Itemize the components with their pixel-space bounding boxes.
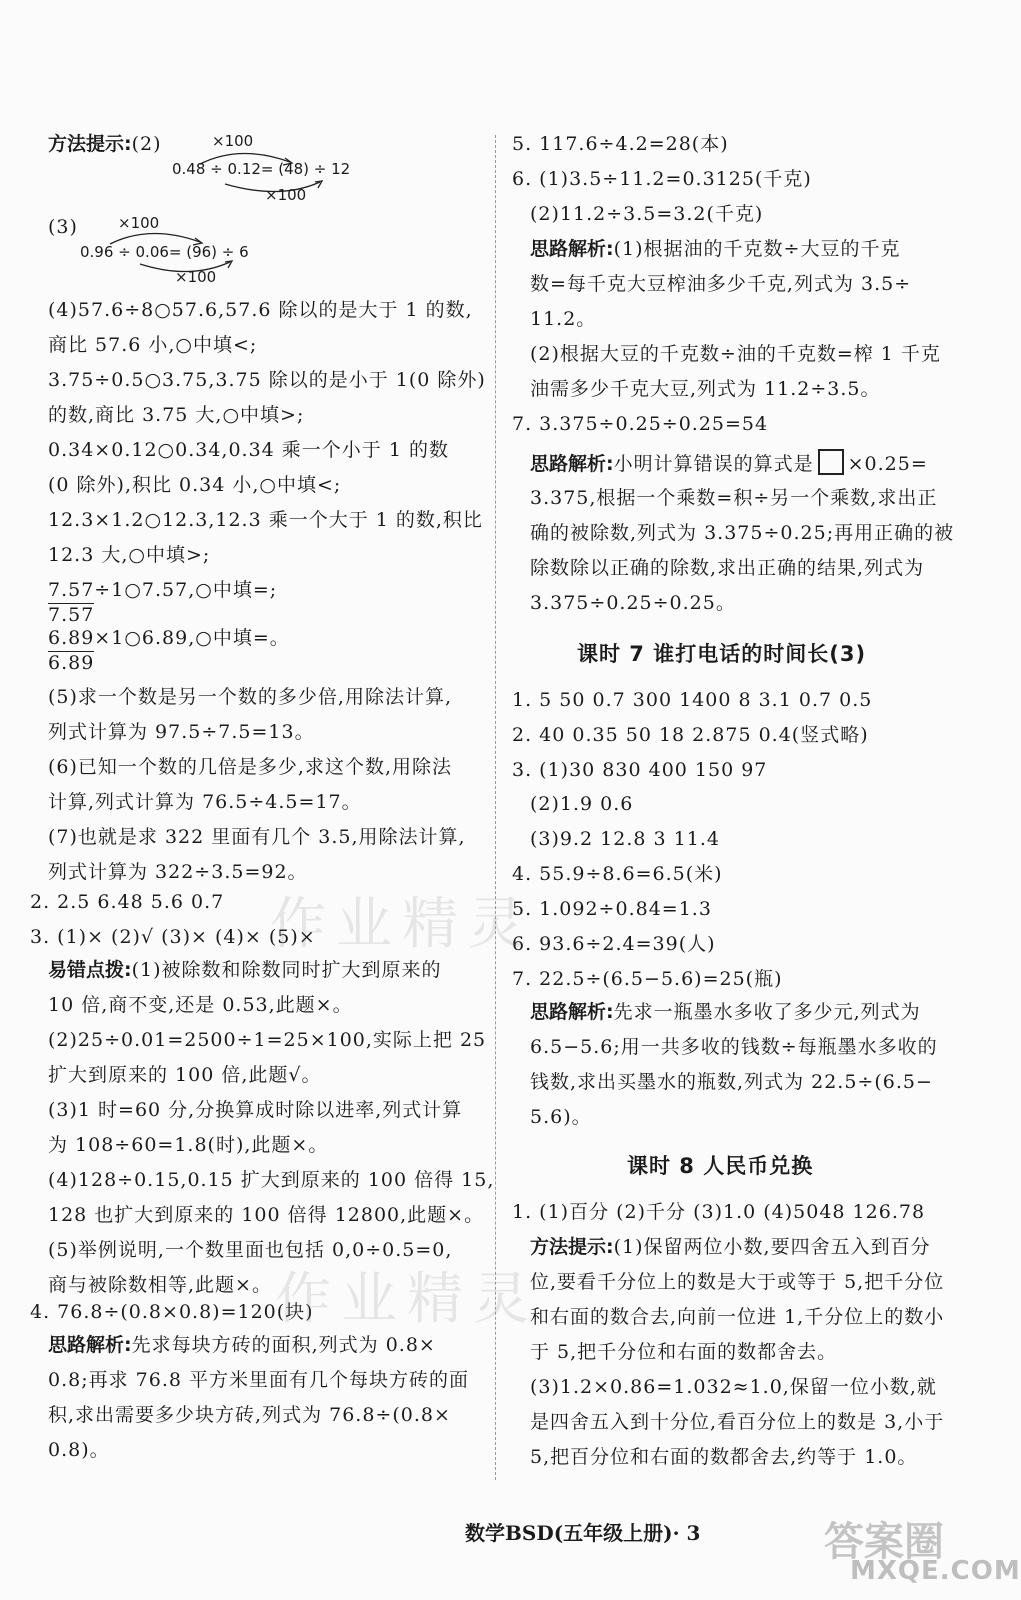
watermark-2: 作业精灵 — [275, 1267, 539, 1332]
right-line: 6.5−5.6;用一共多收的钱数÷每瓶墨水多收的 — [530, 1036, 938, 1058]
right-line: 6. 93.6÷2.4=39(人) — [512, 933, 716, 955]
diagram-2-num: (3) — [48, 216, 78, 238]
left-line: (7)也就是求 322 里面有几个 3.5,用除法计算, — [48, 826, 466, 848]
right-line: 是四舍五入到十分位,看百分位上的数是 3,小于 — [530, 1411, 945, 1433]
right-line: 7. 22.5÷(6.5−5.6)=25(瓶) — [512, 968, 783, 990]
right-line: 位,要看千分位上的数是大于或等于 5,把千分位 — [530, 1271, 945, 1293]
left-line: 0.34×0.12○0.34,0.34 乘一个小于 1 的数 — [48, 439, 449, 461]
left-line: 扩大到原来的 100 倍,此题√。 — [48, 1064, 322, 1086]
left-line: (5)举例说明,一个数里面也包括 0,0÷0.5=0, — [48, 1239, 453, 1261]
right-line — [530, 1235, 931, 1259]
right-line: 5. 1.092÷0.84=1.3 — [512, 898, 712, 920]
right-line: 6. (1)3.5÷11.2=0.3125(千克) — [512, 168, 812, 190]
left-line: 6.89 — [48, 652, 95, 674]
right-line: 11.2。 — [530, 308, 597, 330]
left-line: 为 108÷60=1.8(时),此题×。 — [48, 1134, 329, 1156]
left-line: 列式计算为 322÷3.5=92。 — [48, 861, 308, 883]
right-line: 除数除以正确的除数,求出正确的结果,列式为 — [530, 557, 925, 579]
left-line: 商比 57.6 小,○中填<; — [48, 334, 258, 356]
left-line: 的数,商比 3.75 大,○中填>; — [48, 404, 305, 426]
right-line: 钱数,求出买墨水的瓶数,列式为 22.5÷(6.5− — [530, 1071, 933, 1093]
right-line: (2)根据大豆的千克数÷油的千克数=榨 1 千克 — [530, 343, 941, 365]
diagram-2-top: ×100 — [118, 214, 160, 232]
hint-label: 易错点拨: — [48, 959, 132, 981]
left-line: (2)25÷0.01=2500÷1=25×100,实际上把 25 — [48, 1029, 487, 1051]
right-line: (2)11.2÷3.5=3.2(千克) — [530, 203, 764, 225]
diagram-2-expr: 0.96 ÷ 0.06= (96) ÷ 6 — [80, 243, 249, 261]
left-line: (5)求一个数是另一个数的多少倍,用除法计算, — [48, 686, 452, 708]
right-line: (3)9.2 12.8 3 11.4 — [530, 828, 720, 850]
right-line: 和右面的数合去,向前一位进 1,千分位上的数小 — [530, 1306, 945, 1328]
left-line: 12.3 大,○中填>; — [48, 544, 211, 566]
section-title-lesson-8: 课时 8 人民币兑换 — [627, 1154, 814, 1178]
diagram-2-bottom: ×100 — [175, 268, 217, 286]
left-line: 7.57 — [48, 604, 95, 626]
right-line: 2. 40 0.35 50 18 2.875 0.4(竖式略) — [512, 724, 869, 746]
left-line — [48, 958, 442, 982]
left-line: 6.89×1○6.89,○中填=。 — [48, 627, 290, 649]
hint-label: 思路解析: — [530, 453, 614, 475]
hint-label: 思路解析: — [530, 238, 614, 260]
left-line: 0.8)。 — [48, 1439, 110, 1461]
site-logo — [820, 1510, 1021, 1590]
hint-text: (1)保留两位小数,要四舍五入到百分 — [613, 1236, 931, 1258]
right-line: 1. 5 50 0.7 300 1400 8 3.1 0.7 0.5 — [512, 689, 873, 711]
left-line: 10 倍,商不变,还是 0.53,此题×。 — [48, 994, 353, 1016]
diagram-1-expr: 0.48 ÷ 0.12= (48) ÷ 12 — [172, 160, 351, 178]
left-line: (4)128÷0.15,0.15 扩大到原来的 100 倍得 15, — [48, 1169, 495, 1191]
left-line: 4. 76.8÷(0.8×0.8)=120(块) — [30, 1301, 314, 1323]
right-line: (2)1.9 0.6 — [530, 793, 634, 815]
left-line: 0.8;再求 76.8 平方米里面有几个每块方砖的面 — [48, 1369, 470, 1391]
left-line — [48, 1333, 436, 1357]
diagram-1-bottom: ×100 — [265, 186, 307, 204]
hint-text: (1)根据油的千克数÷大豆的千克 — [613, 238, 901, 260]
method-hint — [48, 132, 162, 156]
left-line: 2. 2.5 6.48 5.6 0.7 — [30, 891, 225, 913]
right-line: 1. (1)百分 (2)千分 (3)1.0 (4)5048 126.78 — [512, 1201, 926, 1223]
hint-text: 先求一瓶墨水多收了多少元,列式为 — [613, 1001, 921, 1023]
right-line: 于 5,把千分位和右面的数都舍去。 — [530, 1341, 838, 1363]
left-line: (4)57.6÷8○57.6,57.6 除以的是大于 1 的数, — [48, 299, 473, 321]
watermark-1: 作业精灵 — [270, 892, 534, 957]
right-line: 油需多少千克大豆,列式为 11.2÷3.5。 — [530, 378, 881, 400]
right-line: 确的被除数,列式为 3.375÷0.25;再用正确的被 — [530, 522, 955, 544]
left-line: (0 除外),积比 0.34 小,○中填<; — [48, 474, 342, 496]
diagram-1-top: ×100 — [212, 132, 254, 150]
right-line: 3. (1)30 830 400 150 97 — [512, 759, 768, 781]
left-line: 7.57÷1○7.57,○中填=; — [48, 579, 278, 601]
right-line: 4. 55.9÷8.6=6.5(米) — [512, 863, 723, 885]
left-line: (3)1 时=60 分,分换算成时除以进率,列式计算 — [48, 1099, 463, 1121]
right-line: 5. 117.6÷4.2=28(本) — [512, 133, 729, 155]
left-line: 计算,列式计算为 76.5÷4.5=17。 — [48, 791, 362, 813]
right-line: 3.375,根据一个乘数=积÷另一个乘数,求出正 — [530, 487, 938, 509]
left-line: 积,求出需要多少块方砖,列式为 76.8÷(0.8× — [48, 1404, 451, 1426]
right-line: 数=每千克大豆榨油多少千克,列式为 3.5÷ — [530, 273, 912, 295]
left-line: (6)已知一个数的几倍是多少,求这个数,用除法 — [48, 756, 452, 778]
right-line — [530, 1000, 921, 1024]
method-label: 方法提示: — [48, 133, 132, 155]
hint-text: 小明计算错误的算式是 — [613, 453, 814, 475]
right-line: (3)1.2×0.86=1.032≈1.0,保留一位小数,就 — [530, 1376, 937, 1398]
left-line: 128 也扩大到原来的 100 倍得 12800,此题×。 — [48, 1204, 485, 1226]
right-line: 3.375÷0.25÷0.25。 — [530, 592, 736, 614]
right-line: 7. 3.375÷0.25÷0.25=54 — [512, 413, 769, 435]
left-line: 12.3×1.2○12.3,12.3 乘一个大于 1 的数,积比 — [48, 509, 483, 531]
analysis-7-line — [530, 449, 928, 476]
page-footer: 数学BSD(五年级上册)· 3 — [465, 1521, 701, 1545]
hint-label: 方法提示: — [530, 1236, 614, 1258]
hint-label: 思路解析: — [48, 1334, 132, 1356]
logo-main: 答案圈 — [824, 1519, 944, 1565]
left-line: 商与被除数相等,此题×。 — [48, 1274, 272, 1296]
hint-label: 思路解析: — [530, 1001, 614, 1023]
logo-sub: MXQE.COM — [850, 1556, 1021, 1586]
left-line: 3.75÷0.5○3.75,3.75 除以的是小于 1(0 除外) — [48, 369, 486, 391]
blank-box — [818, 449, 844, 475]
hint-text: (1)被除数和除数同时扩大到原来的 — [131, 959, 442, 981]
section-title-lesson-7: 课时 7 谁打电话的时间长(3) — [577, 642, 867, 666]
hint-text: 先求每块方砖的面积,列式为 0.8× — [131, 1334, 436, 1356]
left-line: 3. (1)× (2)√ (3)× (4)× (5)× — [30, 926, 316, 948]
hint-text: ×0.25= — [847, 453, 928, 475]
right-line: 5.6)。 — [530, 1106, 592, 1128]
right-line: 5,把百分位和右面的数都舍去,约等于 1.0。 — [530, 1446, 918, 1468]
left-line: 列式计算为 97.5÷7.5=13。 — [48, 721, 315, 743]
method-num: (2) — [131, 133, 162, 155]
right-line — [530, 237, 900, 261]
